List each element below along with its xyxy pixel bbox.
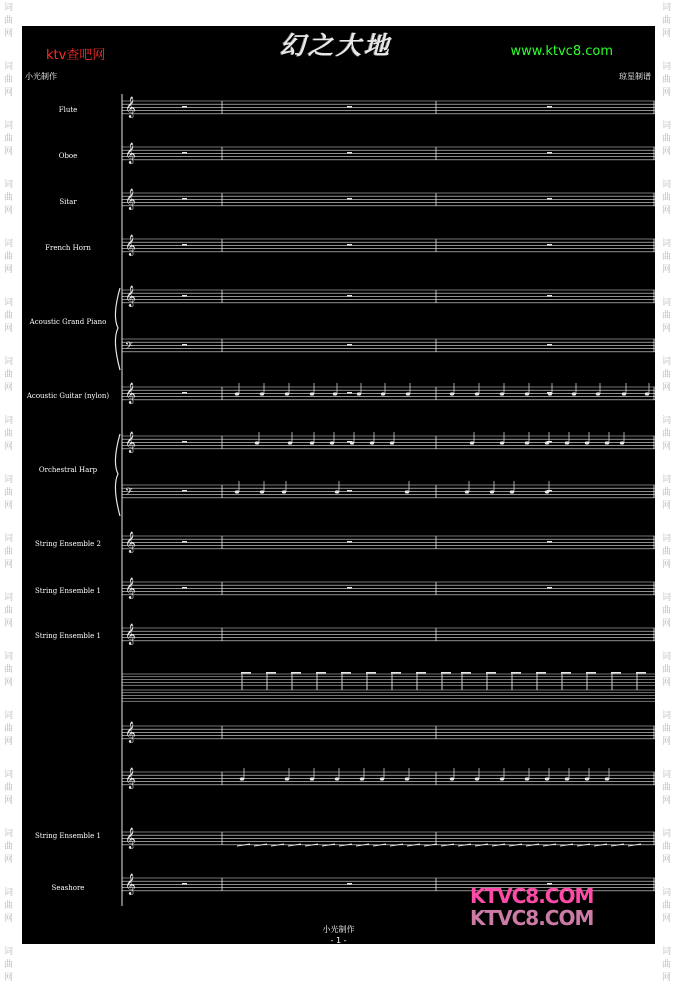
side-watermark-char: 曲 <box>4 842 14 852</box>
whole-rest <box>547 198 552 200</box>
side-watermark-char: 曲 <box>662 370 672 380</box>
side-watermark-char: 曲 <box>4 960 14 970</box>
side-watermark-char: 词 <box>4 62 14 72</box>
note-head <box>450 392 454 395</box>
note-head <box>500 441 504 444</box>
side-watermark-char: 网 <box>662 737 672 747</box>
note-head <box>380 777 384 780</box>
rhythm-beam <box>391 672 401 674</box>
side-watermark-char: 曲 <box>662 252 672 262</box>
side-watermark-char: 词 <box>4 298 14 308</box>
whole-rest <box>347 883 352 885</box>
side-watermark-char: 曲 <box>4 370 14 380</box>
note-head <box>255 441 259 444</box>
site-watermark-left: ktv查吧网 <box>46 48 106 63</box>
note-head <box>572 392 576 395</box>
side-watermark-char: 词 <box>662 593 672 603</box>
instrument-label-sitar: Sitar <box>59 198 77 206</box>
side-watermark-char: 网 <box>662 206 672 216</box>
whole-rest <box>182 106 187 108</box>
side-watermark-char: 曲 <box>662 16 672 26</box>
whole-rest <box>347 295 352 297</box>
arranger-credit: 小光制作 <box>25 72 57 81</box>
note-head <box>406 392 410 395</box>
note-head <box>596 392 600 395</box>
side-watermark-char: 曲 <box>4 606 14 616</box>
treble-clef: 𝄞 <box>125 768 136 789</box>
rhythm-beam <box>561 672 571 674</box>
whole-rest <box>182 490 187 492</box>
note-head <box>470 441 474 444</box>
instrument-label-flute: Flute <box>58 106 78 114</box>
site-logo: KTVC8.COM <box>470 884 594 908</box>
note-head <box>490 490 494 493</box>
note-head <box>475 777 479 780</box>
instrument-label-grand-piano: Acoustic Grand Piano <box>29 318 107 326</box>
side-watermark-char: 曲 <box>662 134 672 144</box>
rhythm-beam <box>341 672 351 674</box>
treble-clef: 𝄞 <box>125 97 136 118</box>
whole-rest <box>182 295 187 297</box>
note-head <box>330 441 334 444</box>
side-watermark-char: 网 <box>4 206 14 216</box>
whole-rest <box>547 152 552 154</box>
note-head <box>235 392 239 395</box>
site-watermark-right: www.ktvc8.com <box>510 44 613 59</box>
right-side-watermark <box>658 0 680 983</box>
instrument-label-guitar: Acoustic Guitar (nylon) <box>26 392 110 400</box>
side-watermark-char: 网 <box>662 501 672 511</box>
rhythm-beam <box>636 672 646 674</box>
instrument-label-strings-1c: String Ensemble 1 <box>35 832 101 840</box>
score-page <box>22 26 655 944</box>
whole-rest <box>182 344 187 346</box>
side-watermark-char: 词 <box>4 888 14 898</box>
side-watermark-char: 曲 <box>662 783 672 793</box>
note-head <box>335 777 339 780</box>
note-head <box>545 441 549 444</box>
note-head <box>260 490 264 493</box>
whole-rest <box>182 152 187 154</box>
note-head <box>565 777 569 780</box>
treble-clef: 𝄞 <box>125 532 136 553</box>
side-watermark-char: 曲 <box>4 134 14 144</box>
side-watermark-char: 曲 <box>662 842 672 852</box>
note-head <box>288 441 292 444</box>
treble-clef: 𝄞 <box>125 874 136 895</box>
side-watermark-char: 词 <box>662 888 672 898</box>
side-watermark-char: 词 <box>662 475 672 485</box>
side-watermark-char: 网 <box>4 678 14 688</box>
bass-clef: 𝄢 <box>125 486 133 500</box>
side-watermark-char: 网 <box>4 501 14 511</box>
side-watermark-char: 词 <box>662 62 672 72</box>
side-watermark-char: 曲 <box>662 901 672 911</box>
side-watermark-char: 曲 <box>662 75 672 85</box>
side-watermark-char: 曲 <box>4 901 14 911</box>
rhythm-beam <box>586 672 596 674</box>
whole-rest <box>182 883 187 885</box>
piano-brace <box>115 288 120 370</box>
instrument-label-strings-1b: String Ensemble 1 <box>35 632 101 640</box>
note-head <box>285 777 289 780</box>
note-head <box>310 441 314 444</box>
side-watermark-char: 曲 <box>4 724 14 734</box>
side-watermark-char: 网 <box>662 265 672 275</box>
side-watermark-char: 词 <box>662 947 672 957</box>
note-head <box>585 777 589 780</box>
side-watermark-char: 网 <box>662 29 672 39</box>
side-watermark-char: 曲 <box>662 429 672 439</box>
whole-rest <box>347 198 352 200</box>
note-head <box>357 392 361 395</box>
instrument-label-oboe: Oboe <box>58 152 78 160</box>
rhythm-beam <box>266 672 276 674</box>
rhythm-beam <box>461 672 471 674</box>
side-watermark-char: 曲 <box>662 193 672 203</box>
whole-rest <box>182 244 187 246</box>
whole-rest <box>547 295 552 297</box>
whole-rest <box>547 106 552 108</box>
side-watermark-char: 曲 <box>4 16 14 26</box>
rhythm-beam <box>486 672 496 674</box>
side-watermark-char: 曲 <box>662 547 672 557</box>
treble-clef: 𝄞 <box>125 578 136 599</box>
side-watermark-char: 网 <box>4 914 14 924</box>
side-watermark-char: 网 <box>662 324 672 334</box>
side-watermark-char: 词 <box>662 829 672 839</box>
note-head <box>605 441 609 444</box>
side-watermark-char: 词 <box>4 239 14 249</box>
side-watermark-char: 曲 <box>662 488 672 498</box>
side-watermark-char: 网 <box>4 29 14 39</box>
note-head <box>548 392 552 395</box>
side-watermark-char: 网 <box>662 855 672 865</box>
note-head <box>381 392 385 395</box>
note-head <box>285 392 289 395</box>
whole-rest <box>347 152 352 154</box>
side-watermark-char: 网 <box>662 678 672 688</box>
side-watermark-char: 词 <box>662 416 672 426</box>
side-watermark-char: 词 <box>662 121 672 131</box>
note-head <box>645 392 649 395</box>
note-head <box>390 441 394 444</box>
rhythm-beam <box>291 672 301 674</box>
side-watermark-char: 词 <box>4 357 14 367</box>
whole-rest <box>347 344 352 346</box>
side-watermark-char: 网 <box>4 560 14 570</box>
note-head <box>450 777 454 780</box>
side-watermark-char: 网 <box>4 324 14 334</box>
note-head <box>525 777 529 780</box>
whole-rest <box>347 244 352 246</box>
note-head <box>465 490 469 493</box>
note-head <box>565 441 569 444</box>
instrument-label-strings-2: String Ensemble 2 <box>35 540 101 548</box>
side-watermark-char: 曲 <box>4 488 14 498</box>
side-watermark-char: 网 <box>4 383 14 393</box>
note-head <box>500 777 504 780</box>
treble-clef: 𝄞 <box>125 432 136 453</box>
whole-rest <box>547 244 552 246</box>
note-head <box>235 490 239 493</box>
instrument-label-harp: Orchestral Harp <box>38 466 98 474</box>
side-watermark-char: 曲 <box>662 311 672 321</box>
treble-clef: 𝄞 <box>125 624 136 645</box>
side-watermark-char: 网 <box>4 265 14 275</box>
side-watermark-char: 曲 <box>662 665 672 675</box>
side-watermark-char: 词 <box>662 298 672 308</box>
bass-clef: 𝄢 <box>125 340 133 354</box>
side-watermark-char: 词 <box>662 180 672 190</box>
side-watermark-char: 词 <box>4 652 14 662</box>
note-head <box>545 490 549 493</box>
side-watermark-char: 曲 <box>4 547 14 557</box>
whole-rest <box>547 344 552 346</box>
instrument-label-strings-1a: String Ensemble 1 <box>35 587 101 595</box>
footer-credit: 小光制作 <box>322 925 355 934</box>
whole-rest <box>547 541 552 543</box>
note-head <box>622 392 626 395</box>
whole-rest <box>182 541 187 543</box>
side-watermark-char: 词 <box>662 652 672 662</box>
side-watermark-char: 曲 <box>662 960 672 970</box>
side-watermark-char: 网 <box>4 147 14 157</box>
side-watermark-char: 词 <box>4 534 14 544</box>
side-watermark-char: 曲 <box>4 75 14 85</box>
rhythm-beam <box>511 672 521 674</box>
side-watermark-char: 网 <box>662 619 672 629</box>
note-head <box>620 441 624 444</box>
whole-rest <box>347 106 352 108</box>
treble-clef: 𝄞 <box>125 235 136 256</box>
note-head <box>350 441 354 444</box>
rhythm-beam <box>441 672 451 674</box>
note-head <box>282 490 286 493</box>
whole-rest <box>347 392 352 394</box>
whole-rest <box>347 587 352 589</box>
whole-rest <box>347 541 352 543</box>
note-head <box>585 441 589 444</box>
side-watermark-char: 词 <box>4 121 14 131</box>
instrument-label-seashore: Seashore <box>51 884 85 892</box>
side-watermark-char: 词 <box>662 357 672 367</box>
side-watermark-char: 网 <box>662 147 672 157</box>
whole-rest <box>547 587 552 589</box>
rhythm-beam <box>366 672 376 674</box>
side-watermark-char: 曲 <box>4 783 14 793</box>
treble-clef: 𝄞 <box>125 286 136 307</box>
side-watermark-char: 曲 <box>4 311 14 321</box>
whole-rest <box>182 441 187 443</box>
note-head <box>335 490 339 493</box>
side-watermark-char: 词 <box>662 711 672 721</box>
side-watermark-char: 词 <box>4 593 14 603</box>
side-watermark-char: 词 <box>4 770 14 780</box>
side-watermark-char: 词 <box>4 416 14 426</box>
side-watermark-char: 曲 <box>662 606 672 616</box>
note-head <box>405 490 409 493</box>
side-watermark-char: 词 <box>4 947 14 957</box>
song-title: 幻之大地 <box>280 31 393 60</box>
side-watermark-char: 曲 <box>4 429 14 439</box>
side-watermark-char: 网 <box>4 796 14 806</box>
side-watermark-char: 词 <box>662 534 672 544</box>
side-watermark-char: 网 <box>662 796 672 806</box>
side-watermark-char: 网 <box>4 88 14 98</box>
side-watermark-char: 曲 <box>4 193 14 203</box>
whole-rest <box>182 392 187 394</box>
treble-clef: 𝄞 <box>125 828 136 849</box>
left-side-watermark <box>0 0 22 983</box>
side-watermark-char: 网 <box>662 973 672 983</box>
side-watermark-char: 词 <box>4 3 14 13</box>
side-watermark-char: 网 <box>4 973 14 983</box>
side-watermark-char: 网 <box>662 560 672 570</box>
maker-credit: 琼星制谱 <box>619 72 651 81</box>
treble-clef: 𝄞 <box>125 143 136 164</box>
whole-rest <box>182 587 187 589</box>
side-watermark-char: 网 <box>4 855 14 865</box>
side-watermark-char: 词 <box>662 770 672 780</box>
side-watermark-char: 曲 <box>662 724 672 734</box>
note-head <box>310 777 314 780</box>
note-head <box>475 392 479 395</box>
side-watermark-char: 网 <box>662 88 672 98</box>
treble-clef: 𝄞 <box>125 189 136 210</box>
side-watermark-char: 网 <box>4 442 14 452</box>
score-staves <box>22 26 655 944</box>
rhythm-beam <box>416 672 426 674</box>
site-logo-reflection: KTVC8.COM <box>470 906 594 930</box>
side-watermark-char: 词 <box>662 239 672 249</box>
harp-brace <box>115 434 120 516</box>
rhythm-beam <box>536 672 546 674</box>
note-head <box>240 777 244 780</box>
page-number: - 1 - <box>330 936 347 944</box>
note-head <box>333 392 337 395</box>
side-watermark-char: 曲 <box>4 252 14 262</box>
side-watermark-char: 词 <box>4 180 14 190</box>
side-watermark-char: 网 <box>662 914 672 924</box>
rhythm-beam <box>241 672 251 674</box>
side-watermark-char: 曲 <box>4 665 14 675</box>
instrument-label-french-horn: French Horn <box>45 244 91 252</box>
whole-rest <box>347 490 352 492</box>
side-watermark-char: 词 <box>662 3 672 13</box>
side-watermark-char: 词 <box>4 829 14 839</box>
whole-rest <box>182 198 187 200</box>
note-head <box>260 392 264 395</box>
side-watermark-char: 网 <box>4 619 14 629</box>
treble-clef: 𝄞 <box>125 383 136 404</box>
side-watermark-char: 词 <box>4 475 14 485</box>
side-watermark-char: 网 <box>662 442 672 452</box>
note-head <box>500 392 504 395</box>
rhythm-beam <box>611 672 621 674</box>
note-head <box>545 777 549 780</box>
side-watermark-char: 网 <box>662 383 672 393</box>
note-head <box>510 490 514 493</box>
note-head <box>525 392 529 395</box>
note-head <box>370 441 374 444</box>
rhythm-beam <box>316 672 326 674</box>
note-head <box>360 777 364 780</box>
side-watermark-char: 词 <box>4 711 14 721</box>
treble-clef: 𝄞 <box>125 722 136 743</box>
note-head <box>605 777 609 780</box>
note-head <box>310 392 314 395</box>
note-head <box>525 441 529 444</box>
note-head <box>405 777 409 780</box>
side-watermark-char: 网 <box>4 737 14 747</box>
